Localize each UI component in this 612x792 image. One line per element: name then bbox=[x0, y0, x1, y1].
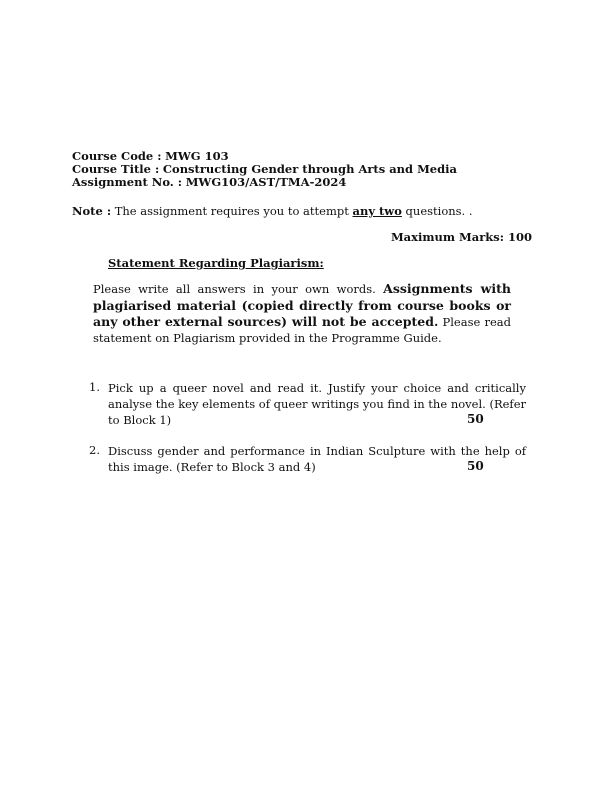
note-text-after: questions. . bbox=[405, 204, 473, 218]
assignment-label: Assignment No. : bbox=[72, 175, 183, 189]
maximum-marks: Maximum Marks: 100 bbox=[390, 230, 532, 244]
course-title-value: Constructing Gender through Arts and Media bbox=[162, 162, 457, 176]
question-2-text: Discuss gender and performance in Indian Sculpture with the help of this image. (Refer to Block 3 and 4) bbox=[108, 444, 526, 474]
question-2-marks: 50 bbox=[467, 459, 484, 473]
plagiarism-closing: Please read statement on Plagiarism provided in the Programme Guide. bbox=[93, 315, 511, 345]
note-line bbox=[72, 205, 473, 218]
plagiarism-warning: Assignments with plagiarised material (copied directly from course books or any other external sources) will not be accepted. bbox=[93, 281, 511, 329]
course-title-label: Course Title : bbox=[72, 162, 160, 176]
note-label: Note : bbox=[72, 204, 112, 218]
question-1-number: 1. bbox=[89, 380, 100, 394]
plagiarism-intro: Please write all answers in your own words. bbox=[93, 282, 376, 296]
note-emphasis: any two bbox=[352, 204, 402, 218]
assignment-line bbox=[72, 176, 346, 189]
course-code-label: Course Code : bbox=[72, 149, 162, 163]
plagiarism-heading: Statement Regarding Plagiarism: bbox=[108, 256, 324, 270]
question-1-marks: 50 bbox=[467, 412, 484, 426]
question-1-text: Pick up a queer novel and read it. Justify your choice and critically analyse the key elements of queer writings you find in the novel. (Refer to Block 1) bbox=[108, 381, 526, 427]
note-text-before: The assignment requires you to attempt bbox=[114, 204, 349, 218]
plagiarism-statement bbox=[93, 281, 511, 346]
question-2-number: 2. bbox=[89, 443, 100, 457]
course-code-value: MWG 103 bbox=[165, 149, 229, 163]
assignment-value: MWG103/AST/TMA-2024 bbox=[185, 175, 347, 189]
